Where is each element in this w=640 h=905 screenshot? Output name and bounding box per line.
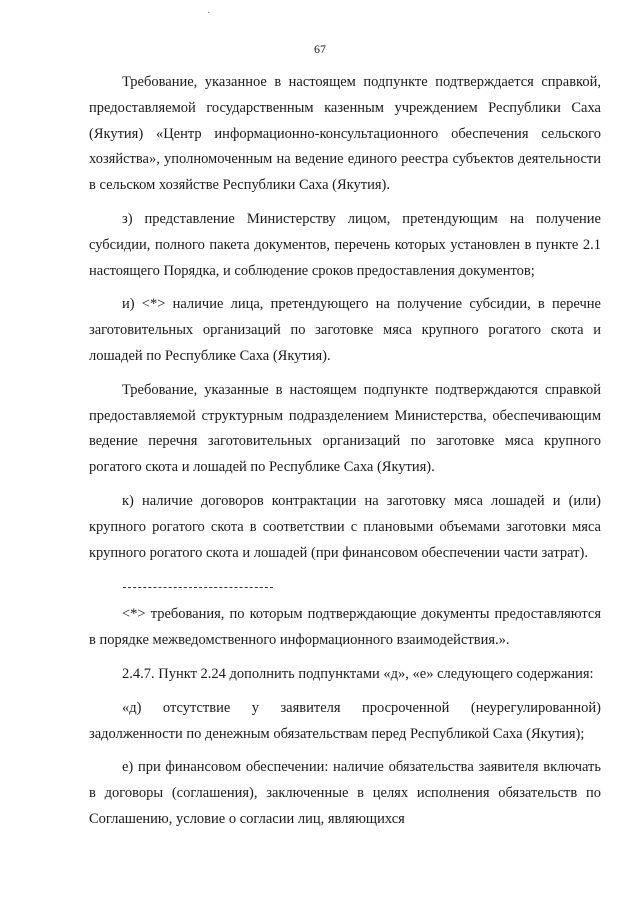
paragraph-item-k: к) наличие договоров контрактации на заготовку мяса лошадей и (или) крупного рогатого скота в соответствии с плановыми объемами заготовки мяса крупного рогатого скота и лошадей (при финансовом обеспечении части затрат). <box>89 492 601 561</box>
footnote-text: <*> требования, по которым подтверждающие документы предоставляются в порядке межведомственного информационного взаимодействия.». <box>89 606 601 649</box>
paragraph-requirement-ministry: Требование, указанные в настоящем подпункте подтверждаются справкой предоставляемой структурным подразделением Министерства, обеспечивающим ведение перечня заготовительных организаций по заготовке мяса крупного рогатого скота и лошадей по Республике Саха (Якутия). <box>89 381 601 476</box>
page-number: 67 <box>314 42 326 56</box>
paragraph-requirement-certificate: Требование, указанное в настоящем подпункте подтверждается справкой, предоставляемой государственным казенным учреждением Республики Саха (Якутия) «Центр информационно-консультационного обеспечения сельского хозяйства», уполномоченным на ведение единого реестра субъектов деятельности в сельском хозяйстве Республики Саха (Якутия). <box>89 74 601 194</box>
scan-mark: · <box>207 8 211 19</box>
paragraph-item-z: з) представление Министерству лицом, претендующим на получение субсидии, полного пакета документов, перечень которых установлен в пункте 2.1 настоящего Порядка, и соблюдение сроков предоставления документов; <box>89 210 601 279</box>
amendment-item-e: е) при финансовом обеспечении: наличие обязательства заявителя включать в договоры (соглашения), заключенные в целях исполнения обязательств по Соглашению, условие о согласии лиц, являющихся <box>89 759 601 827</box>
document-body <box>89 70 601 833</box>
paragraph-item-i: и) <*> наличие лица, претендующего на получение субсидии, в перечне заготовительных организаций по заготовке мяса крупного рогатого скота и лошадей по Республике Саха (Якутия). <box>89 296 601 364</box>
amendment-item-d: «д) отсутствие у заявителя просроченной (неурегулированной) задолженности по денежным обязательствам перед Республикой Саха (Якутия); <box>89 699 601 742</box>
footnote-separator <box>123 587 273 588</box>
amendment-heading: 2.4.7. Пункт 2.24 дополнить подпунктами «д», «е» следующего содержания: <box>122 665 594 682</box>
